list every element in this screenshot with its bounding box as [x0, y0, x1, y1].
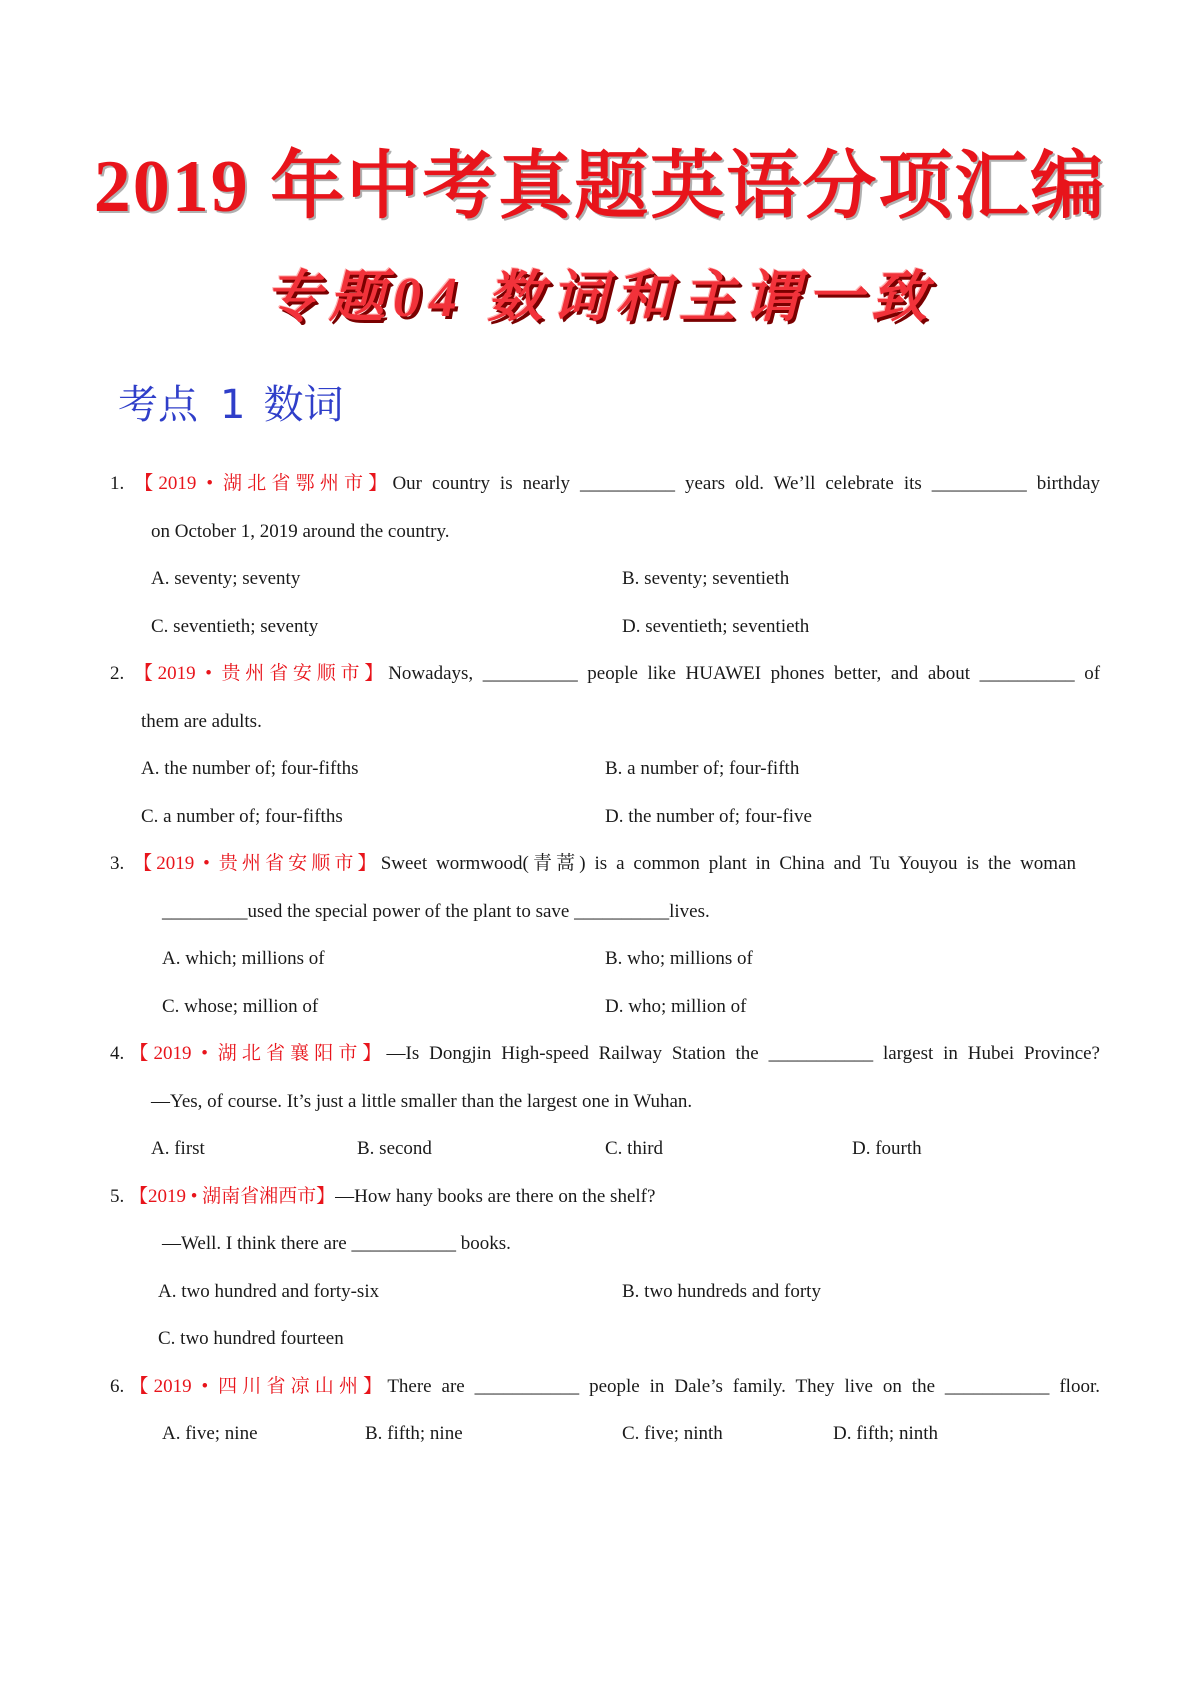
question-2: [110, 662, 1100, 686]
option-c: C. two hundred fourteen: [158, 1328, 344, 1349]
question-stem-continued: _________used the special power of the plant to save __________lives.: [162, 901, 710, 922]
question-number: 2.: [110, 663, 125, 684]
question-3: [110, 852, 1076, 876]
question-number: 4.: [110, 1043, 125, 1064]
question-stem-continued: —Well. I think there are ___________ books.: [162, 1233, 511, 1254]
option-a: A. two hundred and forty-six: [158, 1281, 380, 1302]
page-subtitle: 专题04 数词和主谓一致: [265, 267, 935, 329]
option-b: B. a number of; four-fifth: [605, 758, 800, 779]
option-a: A. seventy; seventy: [151, 568, 301, 589]
option-c: C. third: [605, 1138, 664, 1159]
question-stem-continued: them are adults.: [141, 711, 262, 732]
option-b: B. second: [357, 1138, 432, 1159]
question-stem: —How hany books are there on the shelf?: [335, 1186, 656, 1207]
option-d: D. the number of; four-five: [605, 806, 812, 827]
question-source: 【2019 • 四川省凉山州】: [124, 1376, 388, 1397]
section-name: 数词: [263, 382, 344, 428]
question-stem: Our country is nearly __________ years old. We’ll celebrate its __________ birthday: [392, 473, 1101, 494]
option-b: B. who; millions of: [605, 948, 753, 969]
option-d: D. seventieth; seventieth: [622, 616, 810, 637]
question-source: 【2019 • 湖北省襄阳市】: [124, 1043, 387, 1064]
question-source: 【2019 • 贵州省安顺市】: [133, 853, 381, 874]
option-c: C. seventieth; seventy: [151, 616, 319, 637]
option-b: B. two hundreds and forty: [622, 1281, 821, 1302]
section-number: 1: [220, 382, 246, 428]
page-title: 2019 年中考真题英语分项汇编: [93, 146, 1107, 228]
question-number: 6.: [110, 1376, 125, 1397]
question-stem: —Is Dongjin High-speed Railway Station the ___________ largest in Hubei Province?: [386, 1043, 1100, 1064]
question-number: 3.: [110, 853, 125, 874]
option-a: A. five; nine: [162, 1423, 258, 1444]
question-stem: There are ___________ people in Dale’s family. They live on the ___________ floor.: [387, 1376, 1100, 1397]
question-stem: Nowadays, __________ people like HUAWEI phones better, and about __________ of: [388, 663, 1101, 684]
question-stem: Sweet wormwood(青蒿) is a common plant in China and Tu Youyou is the woman: [380, 853, 1076, 874]
question-4: [110, 1042, 1100, 1066]
section-label: 考点: [118, 382, 198, 428]
option-a: A. first: [151, 1138, 205, 1159]
question-5: [110, 1185, 655, 1209]
option-a: A. which; millions of: [162, 948, 325, 969]
question-stem-continued: —Yes, of course. It’s just a little smaller than the largest one in Wuhan.: [151, 1091, 693, 1112]
question-6: [110, 1375, 1100, 1399]
question-source: 【2019 • 贵州省安顺市】: [133, 663, 389, 684]
option-c: C. whose; million of: [162, 996, 319, 1017]
question-number: 5.: [110, 1186, 125, 1207]
question-1: [110, 472, 1100, 496]
option-c: C. a number of; four-fifths: [141, 806, 343, 827]
section-heading: [118, 382, 344, 428]
question-source: 【2019 • 湖南省湘西市】: [129, 1186, 336, 1207]
option-c: C. five; ninth: [622, 1423, 723, 1444]
option-b: B. fifth; nine: [365, 1423, 463, 1444]
option-b: B. seventy; seventieth: [622, 568, 790, 589]
option-d: D. who; million of: [605, 996, 747, 1017]
question-number: 1.: [110, 473, 125, 494]
option-a: A. the number of; four-fifths: [141, 758, 359, 779]
option-d: D. fourth: [852, 1138, 922, 1159]
question-stem-continued: on October 1, 2019 around the country.: [151, 521, 450, 542]
question-source: 【2019 • 湖北省鄂州市】: [134, 473, 393, 494]
option-d: D. fifth; ninth: [833, 1423, 939, 1444]
